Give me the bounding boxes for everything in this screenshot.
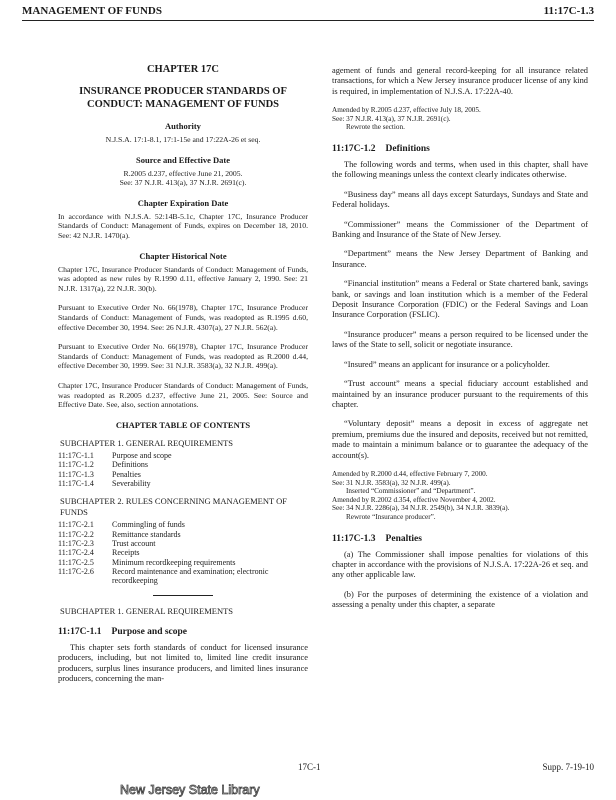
source-line-1: R.2005 d.237, effective June 21, 2005. (123, 168, 243, 178)
running-header (22, 0, 594, 21)
expiration-text: In accordance with N.J.S.A. 52:14B-5.1c, Chapter 17C, Insurance Producer Standards of Conduct: Management of Funds, expires on December 18, 2010. See: 42 N.J.R. 1470(a). (58, 211, 308, 240)
definition-financial-institution: “Financial institution” means a Federal or State chartered bank, savings bank, or savings and loan institution which is a member of the Federal Deposit Insurance Corporation (FDIC) or the Federal Savings and Loan Insurance Corporation (FSLIC). (332, 279, 588, 320)
toc-entry[interactable]: 11:17C-2.6 Record maintenance and examination; electronic recordkeeping (58, 566, 269, 586)
header-left: MANAGEMENT OF FUNDS (22, 5, 162, 17)
history-note-3: Pursuant to Executive Order No. 66(1978), Chapter 17C, Insurance Producer Standards of Conduct: Management of Funds, was readopted as R.2000 d.44, effective December 30, 1999. See: 31 N.J.R. 3583(a), 32 N.J.R. 499(a). (58, 342, 308, 371)
history-note-4: Chapter 17C, Insurance Producer Standards of Conduct: Management of Funds, was readopted as R.2005 d.237, effective June 21, 2005. See: Source and Effective Date. See, also, section annotations. (58, 380, 308, 410)
amendment-line: Amended by R.2000 d.44, effective February 7, 2000. (332, 469, 488, 478)
definition-insured: “Insured” means an applicant for insurance or a policyholder. (344, 359, 550, 369)
toc-entry[interactable]: 11:17C-2.2 Remittance standards (58, 529, 181, 539)
toc-entry[interactable]: 11:17C-2.4 Receipts (58, 548, 140, 558)
amendment-line: Amended by R.2005 d.237, effective July 18, 2005. (332, 106, 481, 115)
history-heading: Chapter Historical Note (139, 250, 227, 261)
section-divider (153, 595, 213, 596)
definition-commissioner: “Commissioner” means the Commissioner of the Department of Banking and Insurance of the State of New Jersey. (332, 219, 588, 240)
section-1-1-body: This chapter sets forth standards of conduct for licensed insurance producers, including, but not limited to, limited line credit insurance producers, surplus lines insurance producers, and limited lines insurance producers, concerning the man- (58, 642, 308, 684)
amendment-line: Amended by R.2002 d.354, effective November 4, 2002. (332, 495, 496, 504)
toc-entry[interactable]: 11:17C-2.3 Trust account (58, 538, 156, 548)
authority-heading: Authority (165, 121, 201, 131)
amendment-note-2 (332, 470, 588, 522)
right-column (332, 66, 588, 620)
toc-list-2 (58, 520, 308, 585)
history-note-2: Pursuant to Executive Order No. 66(1978), Chapter 17C, Insurance Producer Standards of Conduct: Management of Funds, was readopted as R.1995 d.60, effective December 30, 1994. See: 26 N.J.R. 4307(a), 27 N.J.R. 562(a). (58, 303, 308, 332)
toc-list-1 (58, 451, 308, 488)
left-column (58, 64, 308, 694)
penalties-b: (b) For the purposes of determining the existence of a violation and assessing a penalty under this chapter, a separate (332, 589, 588, 610)
section-1-1-continued: agement of funds and general record-keeping for all insurance related transactions, for which a New Jersey insurance producer license of any kind is required, in implementation of N.J.S.A. 17:22A-40. (332, 66, 588, 96)
section-heading-1-1: 11:17C-1.1 Purpose and scope (58, 626, 188, 637)
header-right: 11:17C-1.3 (543, 5, 594, 17)
supplement-date: Supp. 7-19-10 (542, 762, 594, 772)
definitions-intro: The following words and terms, when used in this chapter, shall have the following meanings unless the context clearly indicates otherwise. (332, 160, 588, 180)
definition-insurance-producer: “Insurance producer” means a person required to be licensed under the laws of the State to sell, solicit or negotiate insurance. (332, 329, 588, 350)
amendment-line: Rewrote “Insurance producer”. (346, 512, 436, 521)
subchapter-1-heading: SUBCHAPTER 1. GENERAL REQUIREMENTS (60, 606, 233, 617)
source-heading: Source and Effective Date (135, 154, 231, 165)
toc-entry[interactable]: 11:17C-1.1 Purpose and scope (58, 451, 172, 461)
definition-business-day: “Business day” means all days except Saturdays, Sundays and State and Federal holidays. (332, 189, 588, 210)
toc-entry[interactable]: 11:17C-2.5 Minimum recordkeeping requirements (58, 557, 236, 567)
page-number: 17C-1 (298, 762, 321, 772)
amendment-line: See: 34 N.J.R. 2286(a), 34 N.J.R. 2549(b), 34 N.J.R. 3839(a). (332, 504, 510, 513)
toc-subchapter-2: SUBCHAPTER 2. RULES CONCERNING MANAGEMENT OF FUNDS (60, 496, 288, 517)
source-line-2: See: 37 N.J.R. 413(a), 37 N.J.R. 2691(c). (119, 178, 247, 188)
toc-entry[interactable]: 11:17C-2.1 Commingling of funds (58, 520, 185, 530)
definition-department: “Department” means the New Jersey Department of Banking and Insurance. (332, 249, 588, 269)
definition-voluntary-deposit: “Voluntary deposit” means a deposit in excess of aggregate net premium, premiums due the insured and deposits, received but not remitted, made to maintain a minimum balance or to guarantee the adequacy of the account(s). (332, 419, 588, 460)
library-stamp-text: New Jersey State Library (120, 783, 260, 797)
source-text (58, 169, 308, 188)
amendment-note-1 (332, 106, 588, 132)
authority-text: N.J.S.A. 17:1-8.1, 17:1-15e and 17:22A-26 et seq. (105, 135, 261, 144)
chapter-number: CHAPTER 17C (146, 64, 220, 75)
amendment-line: See: 31 N.J.R. 3583(a), 32 N.J.R. 499(a). (332, 478, 451, 487)
definition-trust-account: “Trust account” means a special fiduciary account established and maintained by an insurance producer pursuant to the requirements of this chapter. (332, 379, 588, 409)
toc-entry[interactable]: 11:17C-1.3 Penalties (58, 469, 141, 479)
toc-heading: CHAPTER TABLE OF CONTENTS (115, 419, 251, 430)
amendment-line: Rewrote the section. (346, 123, 405, 132)
library-stamp (120, 782, 280, 798)
section-heading-1-3: 11:17C-1.3 Penalties (332, 533, 422, 544)
section-heading-1-2: 11:17C-1.2 Definitions (332, 144, 430, 154)
amendment-line: See: 37 N.J.R. 413(a), 37 N.J.R. 2691(c). (332, 114, 451, 123)
toc-entry[interactable]: 11:17C-1.4 Severability (58, 479, 151, 489)
toc-subchapter-1: SUBCHAPTER 1. GENERAL REQUIREMENTS (60, 437, 233, 448)
amendment-line: Inserted “Commissioner” and “Department”. (346, 487, 476, 496)
history-note-1: Chapter 17C, Insurance Producer Standards of Conduct: Management of Funds, was adopted as new rules by R.1990 d.11, effective January 2, 1990. See: 21 N.J.R. 1317(a), 22 N.J.R. 30(b). (58, 264, 308, 293)
toc-entry[interactable]: 11:17C-1.2 Definitions (58, 460, 148, 470)
penalties-a: (a) The Commissioner shall impose penalties for violations of this chapter in accordance with the provisions of N.J.S.A. 17:22A-26 et seq. and any other applicable law. (332, 549, 588, 580)
expiration-heading: Chapter Expiration Date (137, 197, 229, 208)
chapter-title: INSURANCE PRODUCER STANDARDS OF CONDUCT: MANAGEMENT OF FUNDS (79, 86, 287, 110)
